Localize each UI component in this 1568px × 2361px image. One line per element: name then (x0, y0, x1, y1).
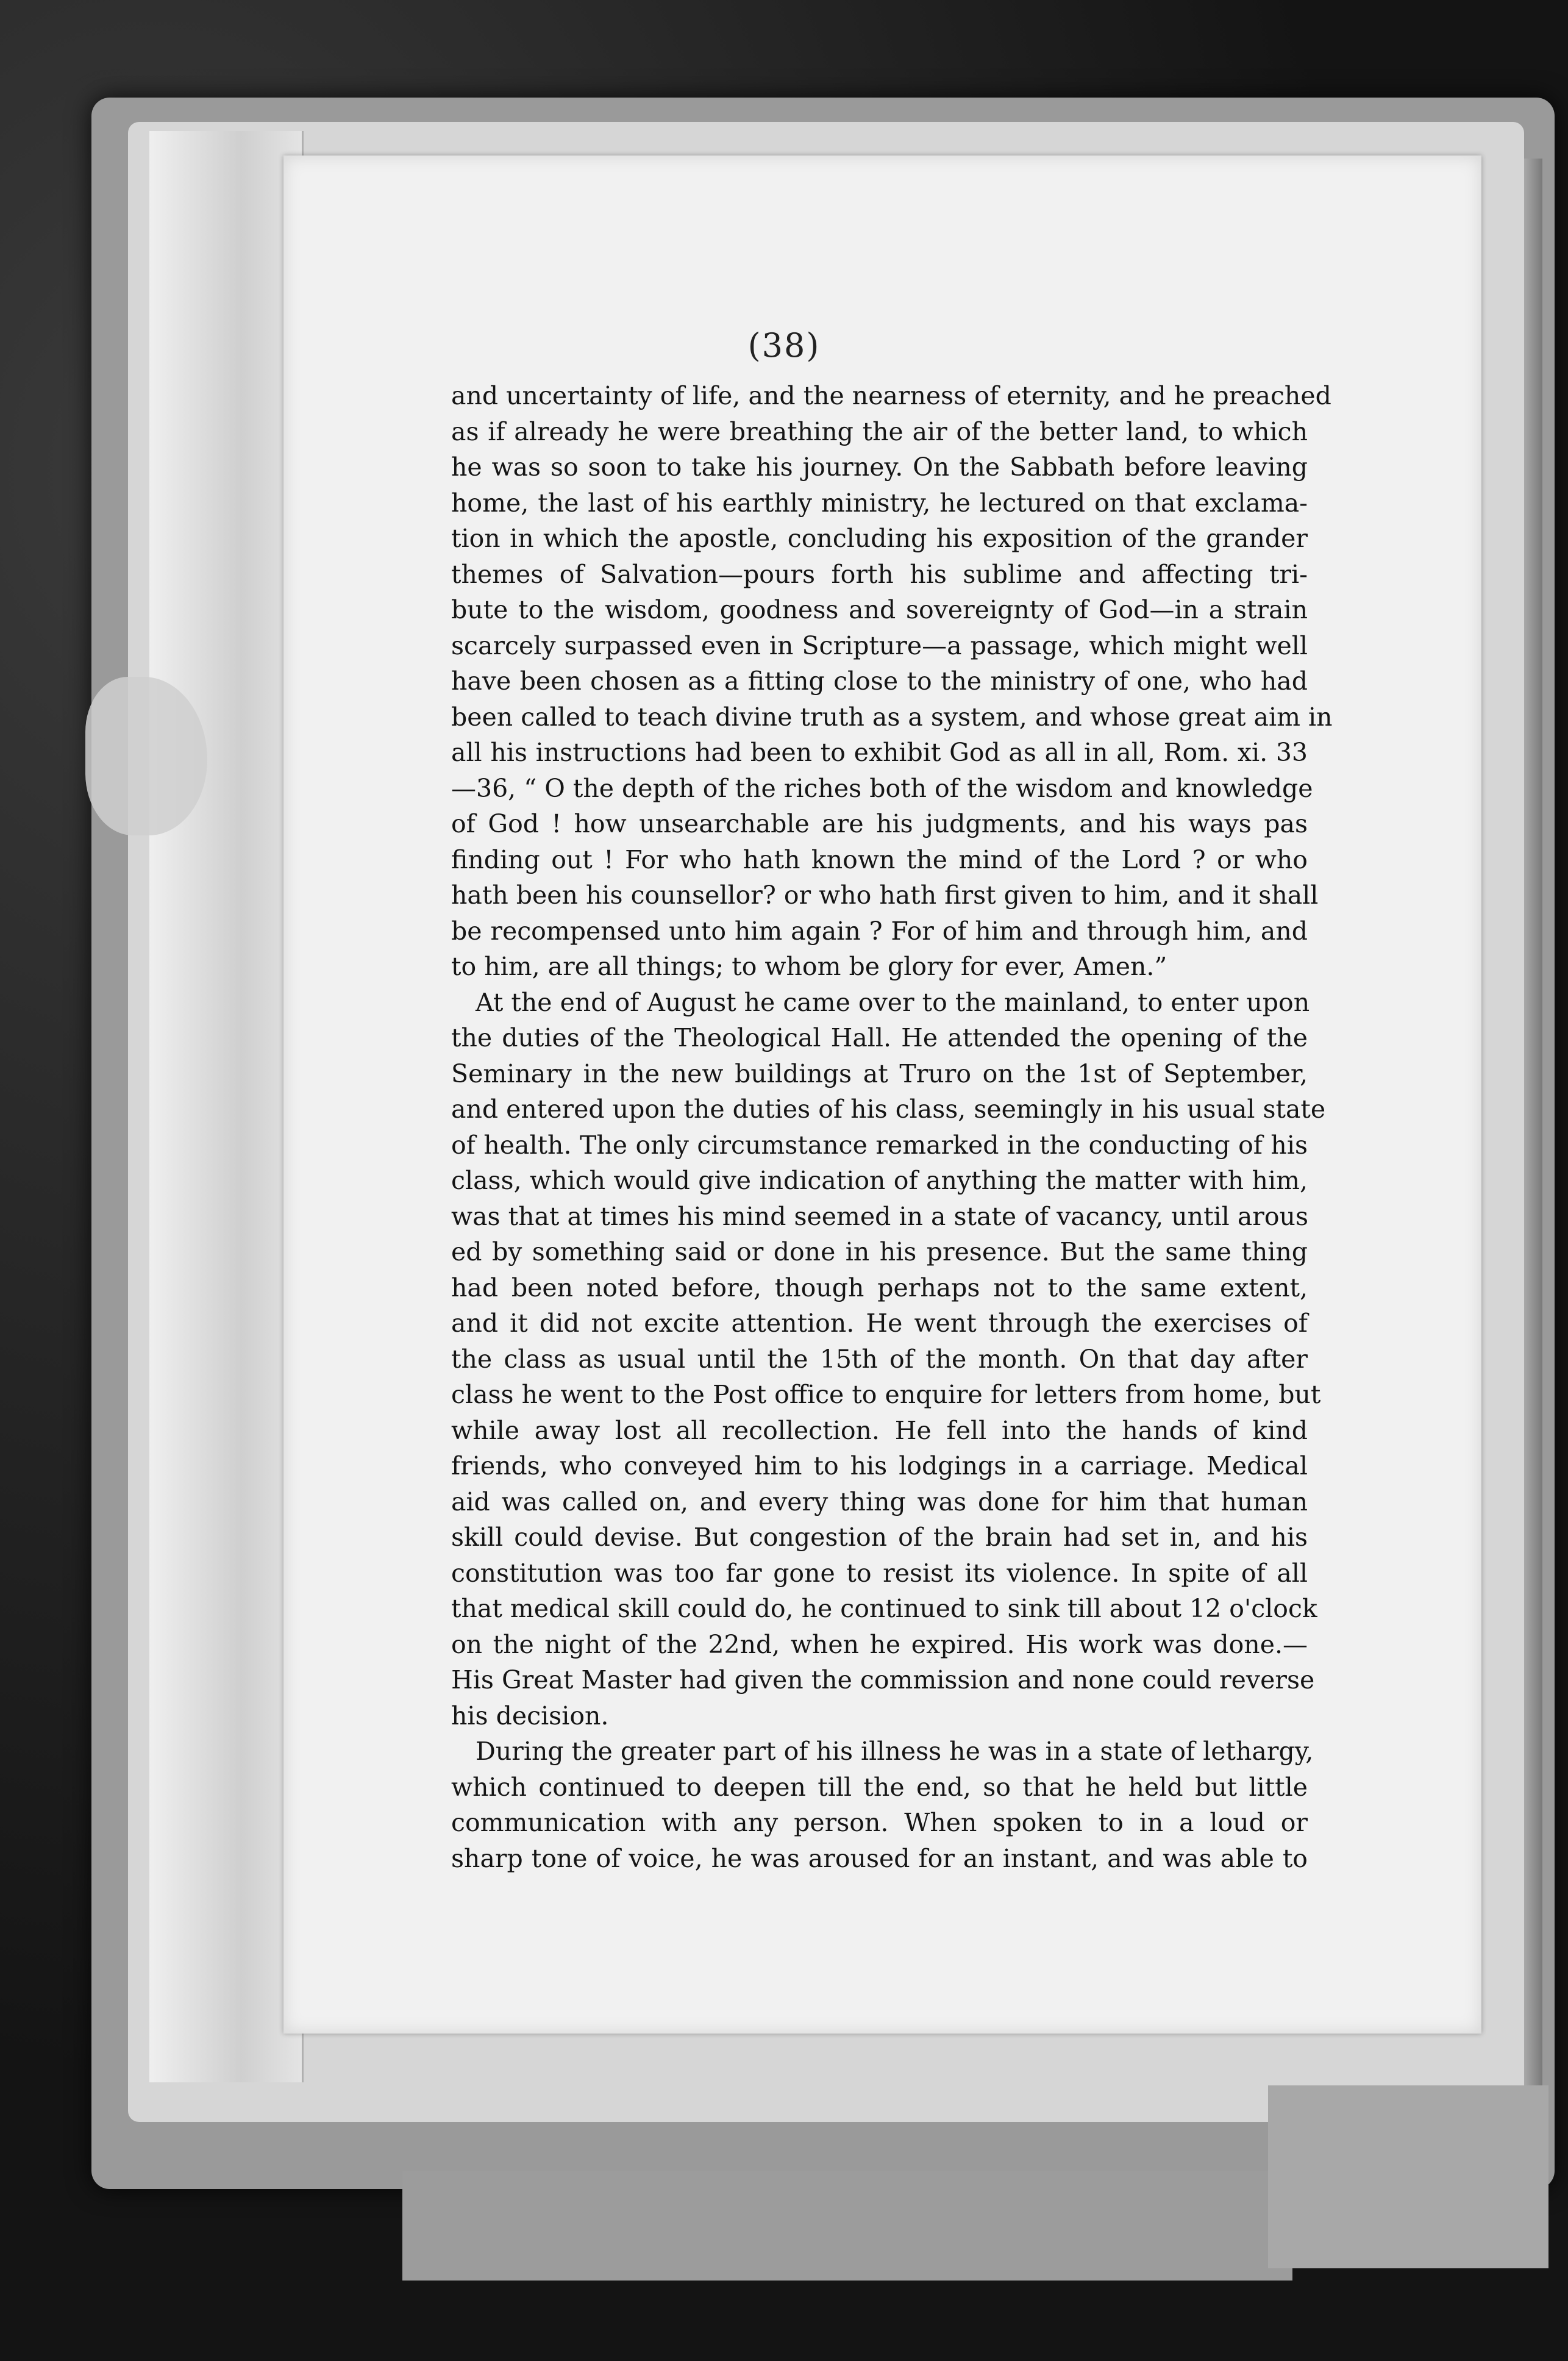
text-line: as if already he were breathing the air of the better land, to which (451, 416, 1308, 446)
text-line: be recompensed unto him again ? For of him and through him, and (451, 916, 1308, 946)
text-line: bute to the wisdom, goodness and sovereignty of God—in a strain (451, 595, 1308, 624)
text-line: the class as usual until the 15th of the month. On that day after (451, 1344, 1308, 1374)
text-line: home, the last of his earthly ministry, he lectured on that exclama- (451, 488, 1308, 518)
text-line: the duties of the Theological Hall. He attended the opening of the (451, 1023, 1308, 1052)
text-line: friends, who conveyed him to his lodgings in a carriage. Medical (451, 1451, 1308, 1481)
text-line: have been chosen as a fitting close to the ministry of one, who had (451, 666, 1308, 696)
text-line: class he went to the Post office to enquire for letters from home, but (451, 1380, 1321, 1409)
page-gutter (149, 131, 304, 2082)
text-line: his decision. (451, 1701, 609, 1731)
text-line: finding out ! For who hath known the mind of the Lord ? or who (451, 845, 1308, 874)
text-line: class, which would give indication of anything the matter with him, (451, 1166, 1308, 1195)
binding-corner (1268, 2085, 1548, 2268)
text-line: was that at times his mind seemed in a state of vacancy, until arous (451, 1201, 1308, 1231)
binding-strip (402, 2171, 1292, 2281)
text-line: been called to teach divine truth as a system, and whose great aim in (451, 702, 1333, 732)
text-line: to him, are all things; to whom be glory for ever, Amen.” (451, 952, 1167, 981)
text-line: on the night of the 22nd, when he expired. His work was done.— (451, 1629, 1308, 1659)
text-line: communication with any person. When spoken to in a loud or (451, 1808, 1308, 1837)
text-line: that medical skill could do, he continued to sink till about 12 o'clock (451, 1594, 1317, 1623)
text-line: and uncertainty of life, and the nearness of eternity, and he preached (451, 381, 1331, 410)
text-line: ed by something said or done in his presence. But the same thing (451, 1237, 1308, 1266)
text-line: had been noted before, though perhaps not to the same extent, (451, 1273, 1308, 1302)
text-line: At the end of August he came over to the mainland, to enter upon (476, 987, 1310, 1017)
text-line: skill could devise. But congestion of the brain had set in, and his (451, 1523, 1308, 1552)
text-line: hath been his counsellor? or who hath first given to him, and it shall (451, 880, 1319, 910)
text-line: he was so soon to take his journey. On the Sabbath before leaving (451, 452, 1308, 482)
text-line: aid was called on, and every thing was done for him that human (451, 1487, 1308, 1516)
text-line: sharp tone of voice, he was aroused for an instant, and was able to (451, 1843, 1308, 1873)
text-line: During the greater part of his illness he was in a state of lethargy, (476, 1737, 1314, 1766)
text-line: tion in which the apostle, concluding his exposition of the grander (451, 524, 1308, 553)
text-line: —36, “ O the depth of the riches both of the wisdom and knowledge (451, 773, 1313, 803)
text-line: themes of Salvation—pours forth his sublime and affecting tri- (451, 559, 1308, 589)
text-line: of health. The only circumstance remarked in the conducting of his (451, 1130, 1308, 1160)
text-line: scarcely surpassed even in Scripture—a passage, which might well (451, 630, 1308, 660)
text-line: all his instructions had been to exhibit God as all in all, Rom. xi. 33 (451, 738, 1308, 767)
text-line: and it did not excite attention. He went through the exercises of (451, 1309, 1308, 1338)
body-text (451, 378, 1333, 1876)
text-line: while away lost all recollection. He fell into the hands of kind (451, 1415, 1308, 1445)
text-line: and entered upon the duties of his class, seemingly in his usual state (451, 1095, 1326, 1124)
text-line: Seminary in the new buildings at Truro on the 1st of September, (451, 1059, 1308, 1088)
text-line: of God ! how unsearchable are his judgments, and his ways pas (451, 809, 1308, 838)
text-line: His Great Master had given the commission and none could reverse (451, 1665, 1315, 1695)
page-number: (38) (747, 326, 821, 365)
text-line: which continued to deepen till the end, so that he held but little (451, 1772, 1308, 1802)
text-line: constitution was too far gone to resist its violence. In spite of all (451, 1558, 1308, 1588)
